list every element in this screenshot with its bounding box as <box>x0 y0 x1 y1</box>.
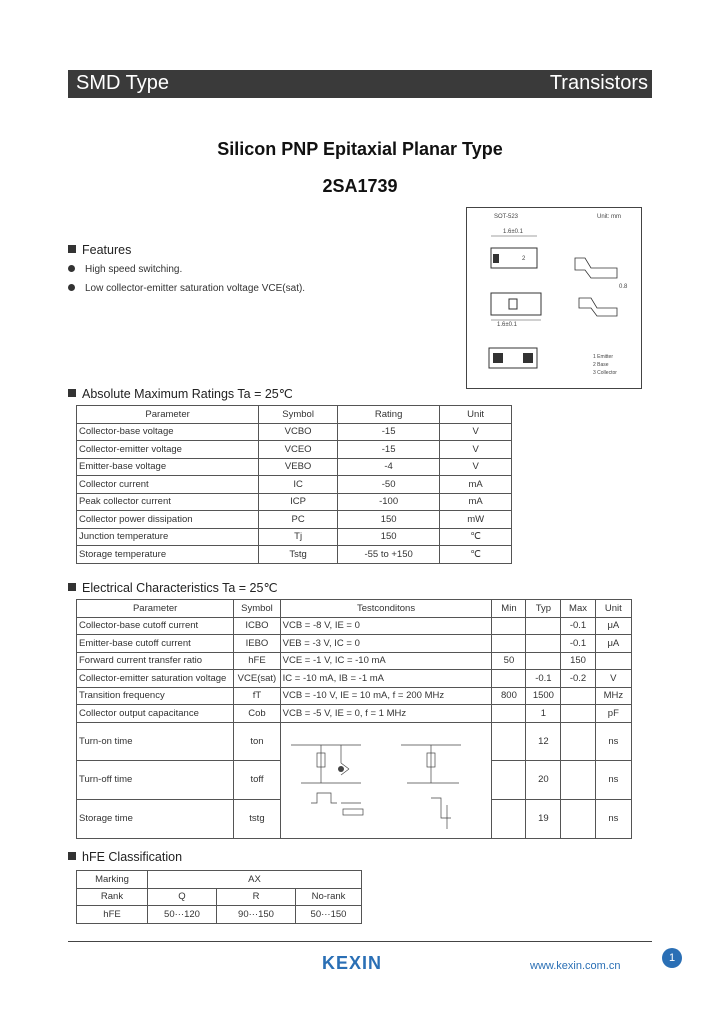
table-row: Emitter-base cutoff current IEBO VEB = -3 V, IC = 0 -0.1 μA <box>77 635 632 653</box>
transistor-icon <box>338 766 344 772</box>
table-row: Storage temperature Tstg -55 to +150 ℃ <box>77 546 512 564</box>
header-right: Transistors <box>549 72 648 94</box>
page-title: Silicon PNP Epitaxial Planar Type <box>217 139 503 159</box>
hfe-heading: hFE Classification <box>68 850 182 864</box>
footer-url[interactable]: www.kexin.com.cn <box>530 960 621 972</box>
abs-max-table <box>76 405 512 564</box>
package-dim3: 0.8 <box>619 284 628 290</box>
table-row: Forward current transfer ratio hFE VCE = -1 V, IC = -10 mA 50 150 <box>77 652 632 670</box>
table-row: Collector output capacitance Cob VCB = -5 V, IE = 0, f = 1 MHz 1 pF <box>77 705 632 723</box>
table-row: Collector power dissipation PC 150 mW <box>77 511 512 529</box>
abs-max-heading: Absolute Maximum Ratings Ta = 25℃ <box>68 386 293 401</box>
table-row: Collector-base cutoff current ICBO VCB = -8 V, IE = 0 -0.1 μA <box>77 617 632 635</box>
features-heading: Features <box>68 243 131 257</box>
table-header-row: Parameter Symbol Rating Unit <box>77 406 512 424</box>
package-pin-2: 2 Base <box>593 362 609 368</box>
test-circuit-svg <box>281 723 487 835</box>
model-number: 2SA1739 <box>322 176 398 196</box>
table-row: Collector-emitter saturation voltage VCE(sat) IC = -10 mA, IB = -1 mA -0.1 -0.2 V <box>77 670 632 688</box>
table-row: Collector-emitter voltage VCEO -15 V <box>77 441 512 459</box>
table-row: Turn-off time toff 20 ns <box>77 761 632 800</box>
table-row: hFE 50···120 90···150 50···150 <box>77 906 362 924</box>
elec-table <box>76 599 632 839</box>
table-row: Storage time tstg 19 ns <box>77 799 632 838</box>
table-row: Transition frequency fT VCB = -10 V, IE = 10 mA, f = 200 MHz 800 1500 MHz <box>77 687 632 705</box>
table-row: Peak collector current ICP -100 mA <box>77 493 512 511</box>
hfe-table <box>76 870 362 924</box>
package-dim2: 1.6±0.1 <box>497 322 517 328</box>
package-unit: Unit: mm <box>597 214 621 220</box>
package-name: SOT-523 <box>494 214 519 220</box>
table-row: Emitter-base voltage VEBO -4 V <box>77 458 512 476</box>
table-header-row: Parameter Symbol Testconditons Min Typ Max Unit <box>77 600 632 618</box>
feature-item: Low collector-emitter saturation voltage VCE(sat). <box>68 283 305 294</box>
package-dim1: 1.6±0.1 <box>503 229 523 235</box>
header-banner <box>68 70 652 98</box>
switching-test-circuit <box>280 722 492 838</box>
svg-text:2: 2 <box>522 256 526 262</box>
package-outline-svg <box>467 208 641 388</box>
kexin-logo: KEXIN <box>322 953 383 973</box>
package-lead-profile <box>575 258 617 278</box>
table-row: Junction temperature Tj 150 ℃ <box>77 528 512 546</box>
package-pin-1: 1 Emitter <box>593 354 614 360</box>
package-pin-icon <box>493 254 499 263</box>
elec-heading: Electrical Characteristics Ta = 25℃ <box>68 580 277 595</box>
feature-item: High speed switching. <box>68 264 182 275</box>
package-side-body <box>491 293 541 315</box>
package-drawing <box>466 207 642 389</box>
table-row: Collector current IC -50 mA <box>77 476 512 494</box>
table-row: Turn-on time ton 12 ns <box>77 722 632 761</box>
package-pin-3: 3 Collector <box>593 370 617 376</box>
table-row: Rank Q R No-rank <box>77 888 362 906</box>
page-number: 1 <box>662 948 682 968</box>
table-row: Marking AX <box>77 871 362 889</box>
table-row: Collector-base voltage VCBO -15 V <box>77 423 512 441</box>
footer-divider <box>68 941 652 942</box>
header-left: SMD Type <box>76 72 169 94</box>
